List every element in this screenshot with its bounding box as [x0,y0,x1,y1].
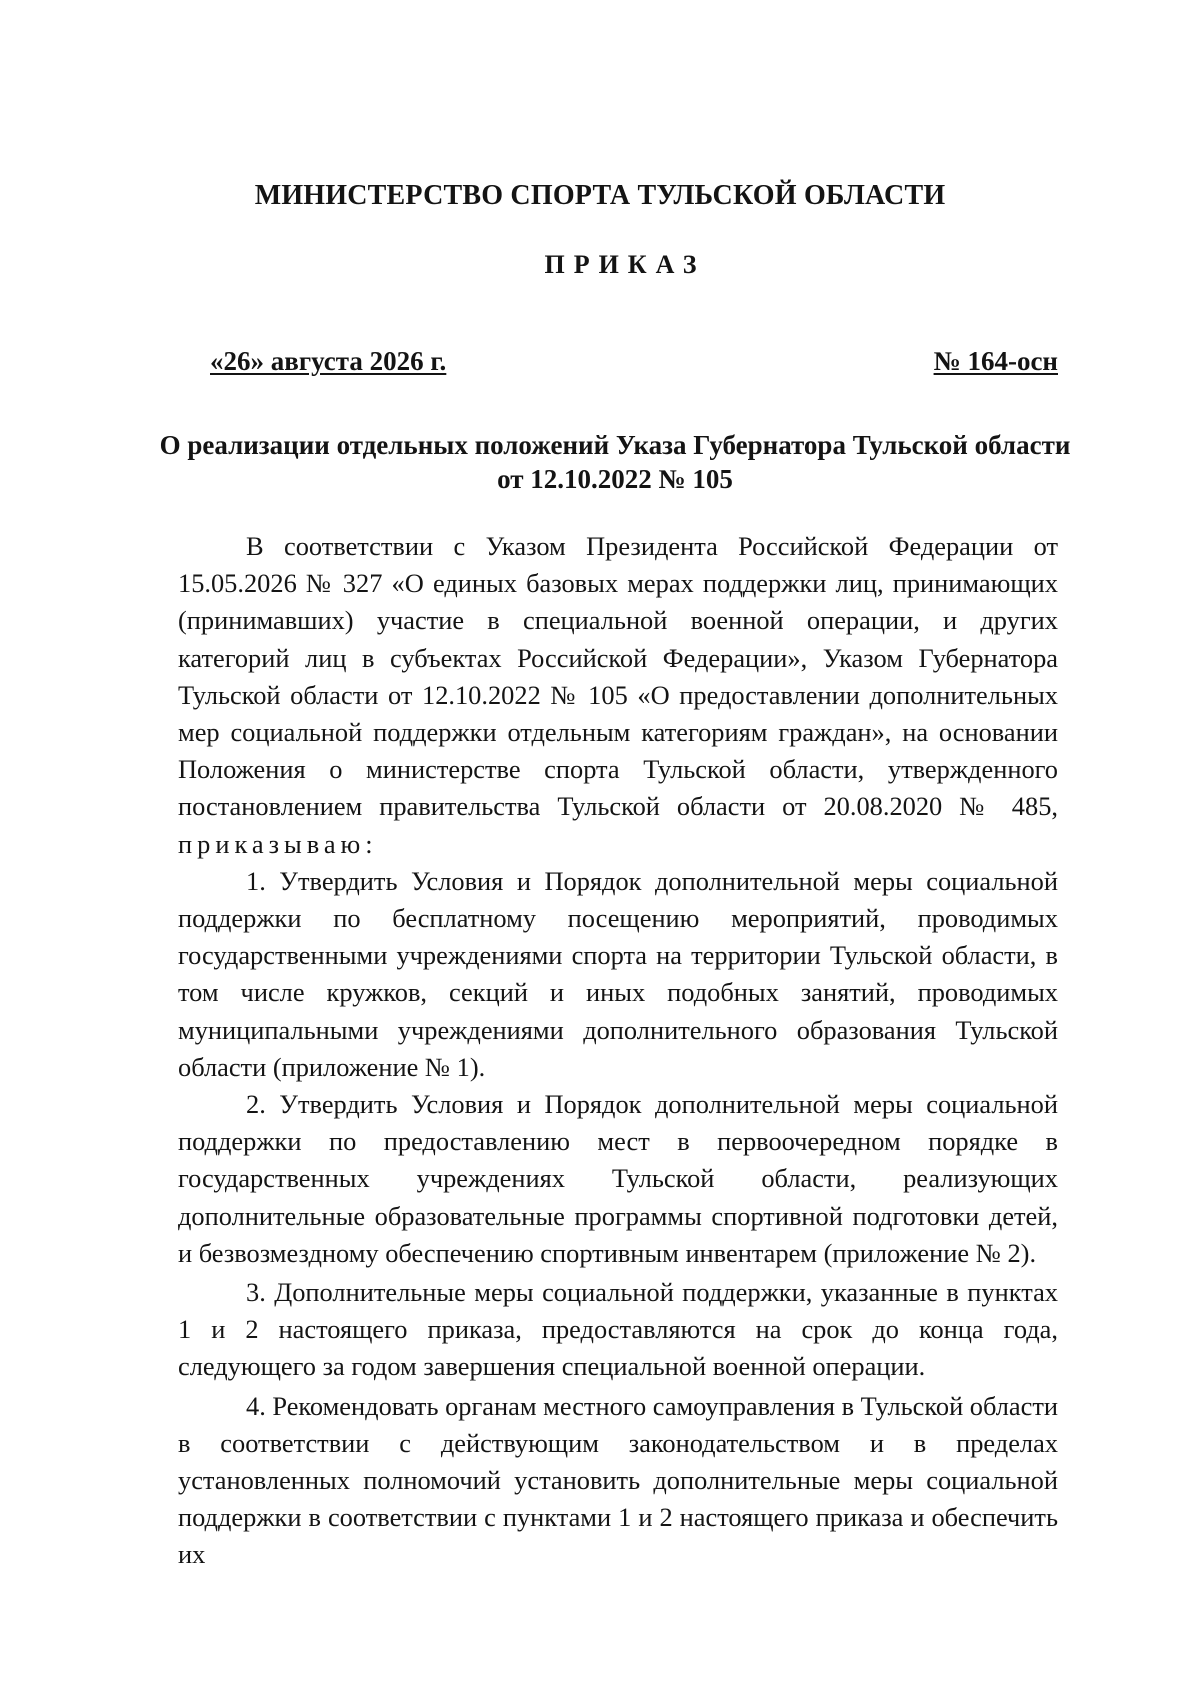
order-date: «26» августа 2026 г. [210,346,447,376]
item-2-paragraph: 2. Утвердить Условия и Порядок дополнительной меры социальной поддержки по предоставлению мест в первоочередном порядке в государственных учреждениях Тульской области, реализующих дополнительные образовательные программы спортивной подготовки детей, и безвозмездному обеспечению спортивным инвентарем (приложение № 2). [178,1089,1058,1268]
item-4-paragraph: 4. Рекомендовать органам местного самоуправления в Тульской области в соответствии с действующим законодательством и в пределах установленных полномочий установить дополнительные меры социальной поддержки в соответствии с пунктами 1 и 2 настоящего приказа и обеспечить их [178,1390,1059,1570]
subject-line-2: от 12.10.2022 № 105 [497,464,733,494]
document-type-title: ПРИКАЗ [544,250,706,279]
order-body [178,528,1058,1574]
item-3-paragraph: 3. Дополнительные меры социальной поддержки, указанные в пунктах 1 и 2 настоящего приказа, предоставляются на срок до конца года, следующего за годом завершения специальной военной операции. [178,1277,1058,1382]
order-word: приказываю: [178,828,378,859]
item-1-paragraph: 1. Утвердить Условия и Порядок дополнительной меры социальной поддержки по бесплатному посещению мероприятий, проводимых государственными учреждениями спорта на территории Тульской области, в том числе кружков, секций и иных подобных занятий, проводимых муниципальными учреждениями дополнительного образования Тульской области (приложение № 1). [178,865,1058,1082]
ministry-title: МИНИСТЕРСТВО СПОРТА ТУЛЬСКОЙ ОБЛАСТИ [254,180,946,211]
subject-line-1: О реализации отдельных положений Указа Губернатора Тульской области [159,430,1071,460]
preamble-paragraph [178,528,1058,863]
preamble-text: В соответствии с Указом Президента Российской Федерации от 15.05.2026 № 327 «О единых базовых мерах поддержки лиц, принимающих (принимавших) участие в специальной военной операции, и других категорий лиц в субъектах Российской Федерации», Указом Губернатора Тульской области от 12.10.2022 № 105 «О предоставлении дополнительных мер социальной поддержки отдельным категориям граждан», на основании Положения о министерстве спорта Тульской области, утвержденного постановлением правительства Тульской области от 20.08.2020 № 485, [178,531,1058,822]
order-subject [150,428,1080,496]
order-number: № 164-осн [933,346,1058,376]
